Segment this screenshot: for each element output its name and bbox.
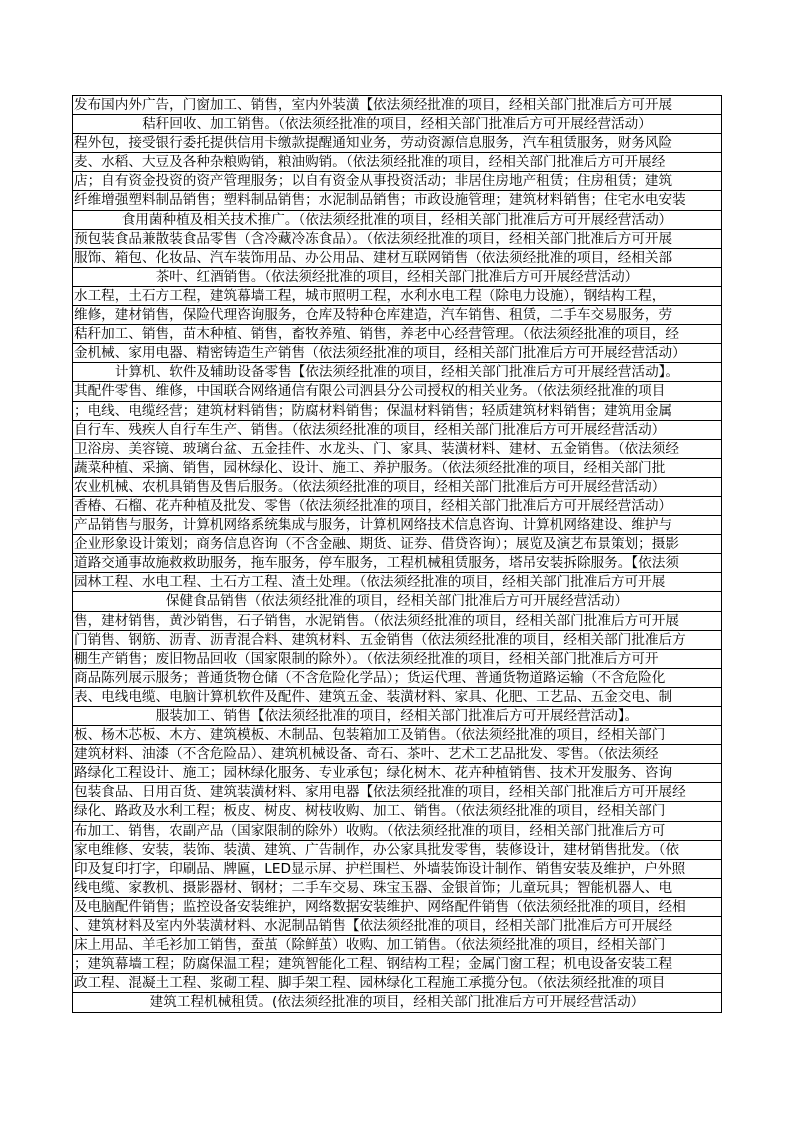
business-scope-table	[72, 95, 722, 1013]
table-row: 店；自有资金投资的资产管理服务；以自有资金从事投资活动；非居住房地产租赁；住房租赁；建筑	[73, 172, 721, 191]
table-row: 路绿化工程设计、施工；园林绿化服务、专业承包；绿化树木、花卉种植销售、技术开发服务、咨询	[73, 764, 721, 783]
table-row: 农业机械、农机具销售及售后服务。（依法须经批准的项目，经相关部门批准后方可开展经营活动）	[73, 478, 721, 497]
table-row: 水工程，土石方工程，建筑幕墙工程，城市照明工程，水利水电工程（除电力设施），钢结构工程，	[73, 287, 721, 306]
table-row: 秸秆回收、加工销售。（依法须经批准的项目，经相关部门批准后方可开展经营活动）	[73, 115, 721, 134]
table-row: 线电缆、家教机、摄影器材、钢材；二手车交易、珠宝玉器、金银首饰；儿童玩具；智能机器人、电	[73, 879, 721, 898]
table-row: 售，建材销售，黄沙销售，石子销售，水泥销售。（依法须经批准的项目，经相关部门批准后方可开展	[73, 612, 721, 631]
table-row: 绿化、路政及水利工程；板皮、树皮、树枝收购、加工、销售。（依法须经批准的项目，经相关部门	[73, 802, 721, 821]
table-row: 企业形象设计策划；商务信息咨询（不含金融、期货、证券、借贷咨询）；展览及演艺布景策划；摄影	[73, 535, 721, 554]
table-row: 布加工、销售，农副产品（国家限制的除外）收购。（依法须经批准的项目，经相关部门批准后方可	[73, 822, 721, 841]
table-row: ；电线、电缆经营；建筑材料销售；防腐材料销售；保温材料销售；轻质建筑材料销售；建筑用金属	[73, 402, 721, 421]
table-row: 蔬菜种植、采摘、销售，园林绿化、设计、施工、养护服务。（依法须经批准的项目，经相关部门批	[73, 459, 721, 478]
table-row: 维修，建材销售，保险代理咨询服务，仓库及特种仓库建造，汽车销售、租赁，二手车交易服务，劳	[73, 306, 721, 325]
table-row: 秸秆加工、销售，苗木种植、销售，畜牧养殖、销售，养老中心经营管理。（依法须经批准的项目，经	[73, 325, 721, 344]
table-row: 门销售、钢筋、沥青、沥青混合料、建筑材料、五金销售（依法须经批准的项目，经相关部门批准后方	[73, 631, 721, 650]
table-row: 金机械、家用电器、精密铸造生产销售（依法须经批准的项目，经相关部门批准后方可开展经营活动）	[73, 344, 721, 363]
table-row: 园林工程、水电工程、土石方工程、渣土处理。（依法须经批准的项目，经相关部门批准后方可开展	[73, 573, 721, 592]
table-row: 、建筑材料及室内外装潢材料、水泥制品销售【依法须经批准的项目，经相关部门批准后方可开展经	[73, 917, 721, 936]
table-row: 产品销售与服务，计算机网络系统集成与服务，计算机网络技术信息咨询、计算机网络建设、维护与	[73, 516, 721, 535]
table-row: 自行车、残疾人自行车生产、销售。（依法须经批准的项目，经相关部门批准后方可开展经营活动）	[73, 421, 721, 440]
table-row: 建筑材料、油漆（不含危险品）、建筑机械设备、奇石、茶叶、艺术工艺品批发、零售。（依法须经	[73, 745, 721, 764]
table-row: 预包装食品兼散装食品零售（含冷藏冷冻食品）。（依法须经批准的项目，经相关部门批准后方可开展	[73, 230, 721, 249]
table-row: 保健食品销售（依法须经批准的项目，经相关部门批准后方可开展经营活动）	[73, 592, 721, 611]
table-row: 板、杨木芯板、木方、建筑模板、木制品、包装箱加工及销售。（依法须经批准的项目，经相关部门	[73, 726, 721, 745]
table-row: 其配件零售、维修，中国联合网络通信有限公司泗县分公司授权的相关业务。（依法须经批准的项目	[73, 382, 721, 401]
table-row: 程外包，接受银行委托提供信用卡缴款提醒通知业务，劳动资源信息服务，汽车租赁服务，财务风险	[73, 134, 721, 153]
table-row: 建筑工程机械租赁。(依法须经批准的项目，经相关部门批准后方可开展经营活动）	[73, 993, 721, 1012]
table-row: 及电脑配件销售；监控设备安装维护，网络数据安装维护、网络配件销售（依法须经批准的项目，经相	[73, 898, 721, 917]
table-row: 政工程、混凝土工程、浆砌工程、脚手架工程、园林绿化工程施工承揽分包。（依法须经批准的项目	[73, 974, 721, 993]
table-row: 食用菌种植及相关技术推广。（依法须经批准的项目，经相关部门批准后方可开展经营活动）	[73, 211, 721, 230]
table-row: 服装加工、销售【依法须经批准的项目，经相关部门批准后方可开展经营活动】。	[73, 707, 721, 726]
table-row: 商品陈列展示服务；普通货物仓储（不含危险化学品）；货运代理、普通货物道路运输（不含危险化	[73, 669, 721, 688]
table-row: 服饰、箱包、化妆品、汽车装饰用品、办公用品、建材互联网销售（依法须经批准的项目，经相关部	[73, 249, 721, 268]
table-row: 发布国内外广告，门窗加工、销售，室内外装潢【依法须经批准的项目，经相关部门批准后方可开展	[73, 96, 721, 115]
table-row: 纤维增强塑料制品销售；塑料制品销售；水泥制品销售；市政设施管理；建筑材料销售；住宅水电安装	[73, 191, 721, 210]
table-row: ；建筑幕墙工程；防腐保温工程；建筑智能化工程、钢结构工程；金属门窗工程；机电设备安装工程	[73, 955, 721, 974]
table-row: 卫浴房、美容镜、玻璃台盆、五金挂件、水龙头、门、家具、装潢材料、建材、五金销售。（依法须经	[73, 440, 721, 459]
table-row: 香椿、石榴、花卉种植及批发、零售（依法须经批准的项目，经相关部门批准后方可开展经营活动）	[73, 497, 721, 516]
table-row: 包装食品、日用百货、建筑装潢材料、家用电器【依法须经批准的项目，经相关部门批准后方可开展经	[73, 783, 721, 802]
table-row: 茶叶、红酒销售。（依法须经批准的项目，经相关部门批准后方可开展经营活动）	[73, 268, 721, 287]
table-row: 计算机、软件及辅助设备零售【依法须经批准的项目，经相关部门批准后方可开展经营活动】。	[73, 363, 721, 382]
table-row: 麦、水稻、大豆及各种杂粮购销，粮油购销。（依法须经批准的项目，经相关部门批准后方可开展经	[73, 153, 721, 172]
table-row: 床上用品、羊毛衫加工销售，蚕茧（除鲜茧）收购、加工销售。（依法须经批准的项目，经相关部门	[73, 936, 721, 955]
table-row: 表、电线电缆、电脑计算机软件及配件、建筑五金、装潢材料、家具、化肥、工艺品、五金交电、制	[73, 688, 721, 707]
table-row: 棚生产销售；废旧物品回收（国家限制的除外）。（依法须经批准的项目，经相关部门批准后方可开	[73, 650, 721, 669]
table-row: 印及复印打字，印刷品、牌匾，LED显示屏、护栏围栏、外墙装饰设计制作、销售安装及维护，户外照	[73, 860, 721, 879]
table-row: 家电维修、安装，装饰、装潢、建筑、广告制作，办公家具批发零售，装修设计，建材销售批发。（依	[73, 841, 721, 860]
table-row: 道路交通事故施救救助服务，拖车服务，停车服务，工程机械租赁服务，塔吊安装拆除服务。【依法须	[73, 554, 721, 573]
